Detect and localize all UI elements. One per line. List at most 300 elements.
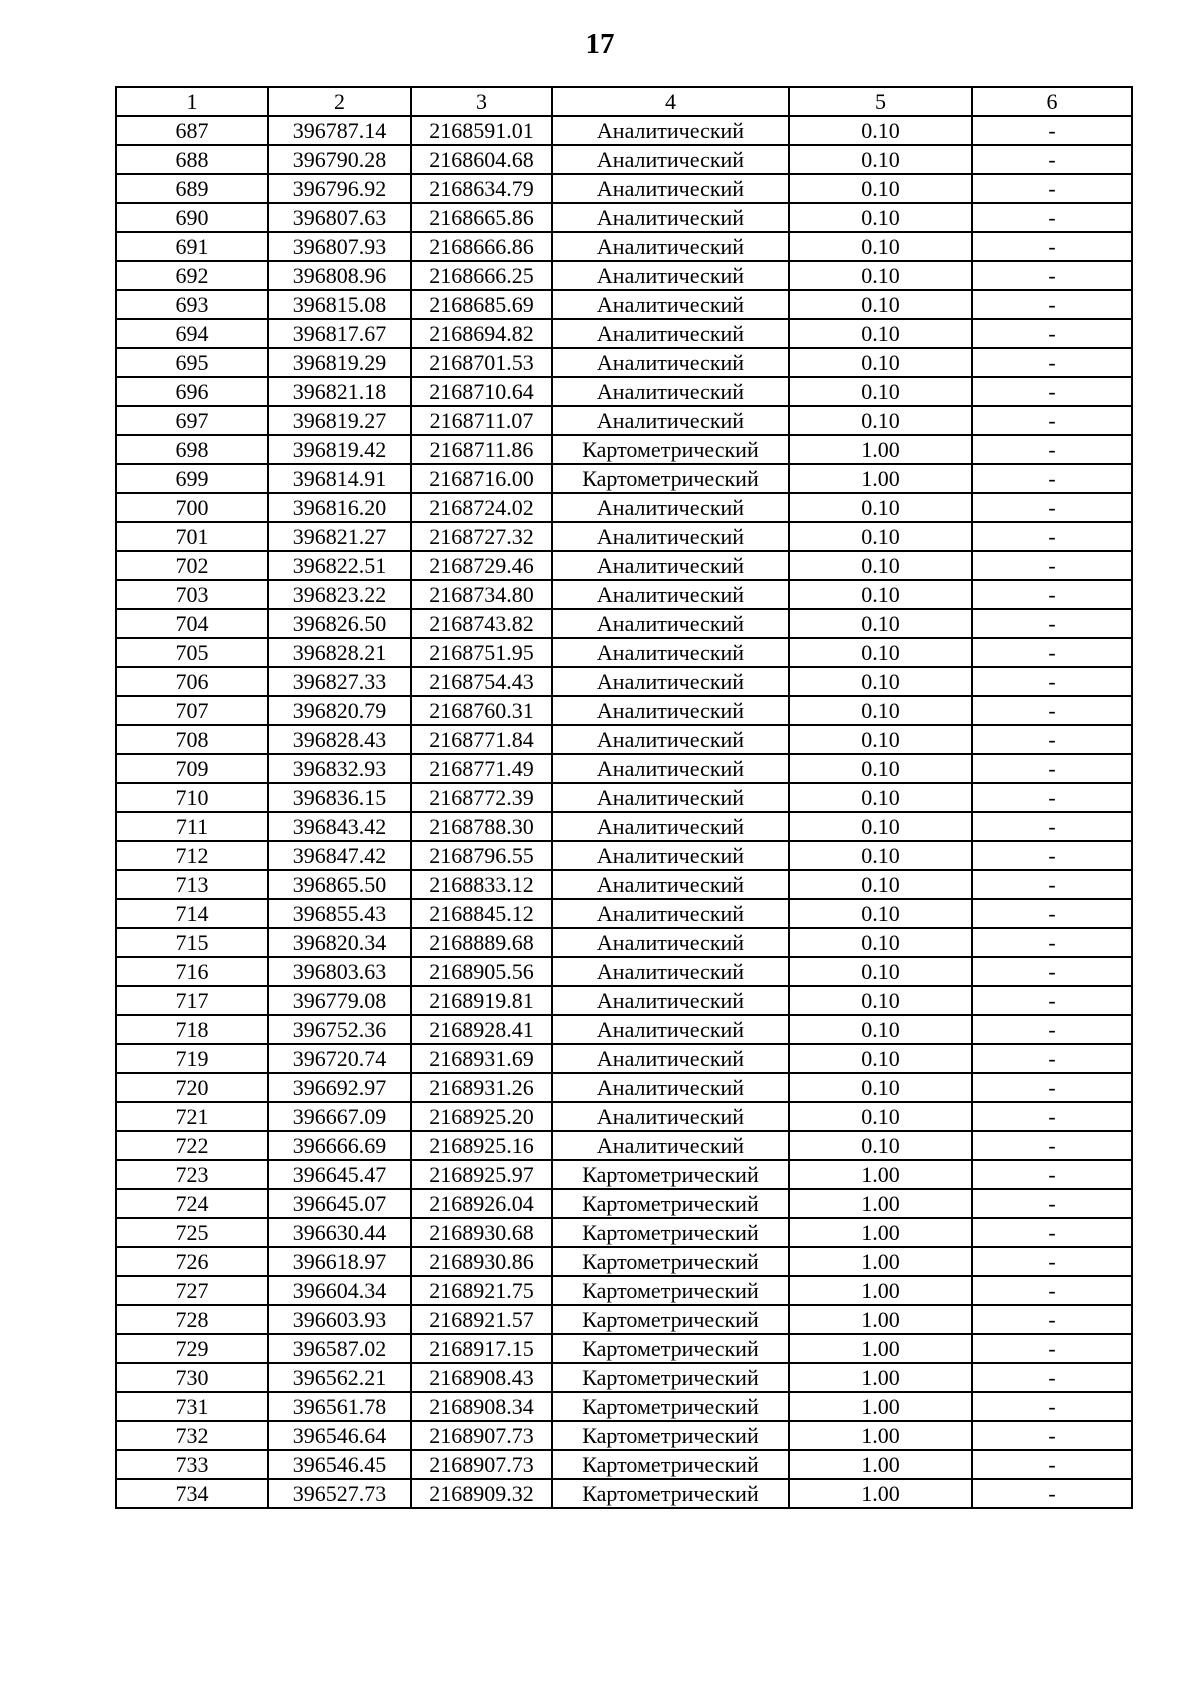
accuracy-cell: 0.10 bbox=[789, 493, 972, 522]
table-row bbox=[116, 348, 1132, 377]
table-row bbox=[116, 957, 1132, 986]
method-cell: Аналитический bbox=[552, 1102, 789, 1131]
method-cell: Аналитический bbox=[552, 725, 789, 754]
table-row bbox=[116, 638, 1132, 667]
x-coordinate-cell: 396865.50 bbox=[268, 870, 411, 899]
method-cell: Аналитический bbox=[552, 638, 789, 667]
table-row bbox=[116, 1073, 1132, 1102]
point-number-cell: 698 bbox=[116, 435, 268, 464]
method-cell: Картометрический bbox=[552, 1189, 789, 1218]
header-col-2: 2 bbox=[268, 87, 411, 116]
accuracy-cell: 1.00 bbox=[789, 1392, 972, 1421]
y-coordinate-cell: 2168771.49 bbox=[411, 754, 552, 783]
method-cell: Аналитический bbox=[552, 203, 789, 232]
y-coordinate-cell: 2168604.68 bbox=[411, 145, 552, 174]
note-cell: - bbox=[972, 754, 1132, 783]
y-coordinate-cell: 2168926.04 bbox=[411, 1189, 552, 1218]
point-number-cell: 719 bbox=[116, 1044, 268, 1073]
y-coordinate-cell: 2168908.34 bbox=[411, 1392, 552, 1421]
y-coordinate-cell: 2168845.12 bbox=[411, 899, 552, 928]
note-cell: - bbox=[972, 1305, 1132, 1334]
method-cell: Аналитический bbox=[552, 580, 789, 609]
y-coordinate-cell: 2168724.02 bbox=[411, 493, 552, 522]
table-row bbox=[116, 783, 1132, 812]
x-coordinate-cell: 396807.93 bbox=[268, 232, 411, 261]
accuracy-cell: 1.00 bbox=[789, 1247, 972, 1276]
accuracy-cell: 0.10 bbox=[789, 290, 972, 319]
accuracy-cell: 0.10 bbox=[789, 203, 972, 232]
note-cell: - bbox=[972, 1160, 1132, 1189]
accuracy-cell: 0.10 bbox=[789, 319, 972, 348]
method-cell: Аналитический bbox=[552, 928, 789, 957]
table-row bbox=[116, 841, 1132, 870]
x-coordinate-cell: 396822.51 bbox=[268, 551, 411, 580]
note-cell: - bbox=[972, 899, 1132, 928]
x-coordinate-cell: 396820.79 bbox=[268, 696, 411, 725]
point-number-cell: 688 bbox=[116, 145, 268, 174]
point-number-cell: 709 bbox=[116, 754, 268, 783]
x-coordinate-cell: 396779.08 bbox=[268, 986, 411, 1015]
point-number-cell: 718 bbox=[116, 1015, 268, 1044]
point-number-cell: 715 bbox=[116, 928, 268, 957]
table-row bbox=[116, 1044, 1132, 1073]
table-row bbox=[116, 1392, 1132, 1421]
header-col-5: 5 bbox=[789, 87, 972, 116]
page-number: 17 bbox=[585, 28, 615, 60]
y-coordinate-cell: 2168905.56 bbox=[411, 957, 552, 986]
note-cell: - bbox=[972, 1450, 1132, 1479]
y-coordinate-cell: 2168921.75 bbox=[411, 1276, 552, 1305]
method-cell: Картометрический bbox=[552, 1421, 789, 1450]
accuracy-cell: 0.10 bbox=[789, 928, 972, 957]
accuracy-cell: 0.10 bbox=[789, 406, 972, 435]
method-cell: Аналитический bbox=[552, 174, 789, 203]
accuracy-cell: 0.10 bbox=[789, 232, 972, 261]
table-row bbox=[116, 1479, 1132, 1508]
y-coordinate-cell: 2168925.20 bbox=[411, 1102, 552, 1131]
method-cell: Аналитический bbox=[552, 232, 789, 261]
note-cell: - bbox=[972, 348, 1132, 377]
accuracy-cell: 0.10 bbox=[789, 812, 972, 841]
table-row bbox=[116, 261, 1132, 290]
method-cell: Картометрический bbox=[552, 1450, 789, 1479]
x-coordinate-cell: 396587.02 bbox=[268, 1334, 411, 1363]
accuracy-cell: 0.10 bbox=[789, 377, 972, 406]
point-number-cell: 708 bbox=[116, 725, 268, 754]
accuracy-cell: 0.10 bbox=[789, 638, 972, 667]
x-coordinate-cell: 396808.96 bbox=[268, 261, 411, 290]
y-coordinate-cell: 2168701.53 bbox=[411, 348, 552, 377]
x-coordinate-cell: 396855.43 bbox=[268, 899, 411, 928]
accuracy-cell: 1.00 bbox=[789, 1276, 972, 1305]
point-number-cell: 689 bbox=[116, 174, 268, 203]
table-row bbox=[116, 580, 1132, 609]
method-cell: Аналитический bbox=[552, 377, 789, 406]
point-number-cell: 711 bbox=[116, 812, 268, 841]
y-coordinate-cell: 2168734.80 bbox=[411, 580, 552, 609]
note-cell: - bbox=[972, 1247, 1132, 1276]
note-cell: - bbox=[972, 145, 1132, 174]
point-number-cell: 696 bbox=[116, 377, 268, 406]
method-cell: Аналитический bbox=[552, 1015, 789, 1044]
y-coordinate-cell: 2168908.43 bbox=[411, 1363, 552, 1392]
x-coordinate-cell: 396827.33 bbox=[268, 667, 411, 696]
x-coordinate-cell: 396645.07 bbox=[268, 1189, 411, 1218]
table-row bbox=[116, 203, 1132, 232]
y-coordinate-cell: 2168666.86 bbox=[411, 232, 552, 261]
table-row bbox=[116, 116, 1132, 145]
point-number-cell: 723 bbox=[116, 1160, 268, 1189]
method-cell: Картометрический bbox=[552, 1218, 789, 1247]
accuracy-cell: 0.10 bbox=[789, 145, 972, 174]
method-cell: Аналитический bbox=[552, 522, 789, 551]
x-coordinate-cell: 396787.14 bbox=[268, 116, 411, 145]
method-cell: Аналитический bbox=[552, 783, 789, 812]
header-col-4: 4 bbox=[552, 87, 789, 116]
accuracy-cell: 0.10 bbox=[789, 1073, 972, 1102]
y-coordinate-cell: 2168754.43 bbox=[411, 667, 552, 696]
point-number-cell: 699 bbox=[116, 464, 268, 493]
table-row bbox=[116, 1363, 1132, 1392]
y-coordinate-cell: 2168921.57 bbox=[411, 1305, 552, 1334]
note-cell: - bbox=[972, 638, 1132, 667]
y-coordinate-cell: 2168743.82 bbox=[411, 609, 552, 638]
x-coordinate-cell: 396817.67 bbox=[268, 319, 411, 348]
x-coordinate-cell: 396618.97 bbox=[268, 1247, 411, 1276]
table-row bbox=[116, 986, 1132, 1015]
point-number-cell: 720 bbox=[116, 1073, 268, 1102]
method-cell: Аналитический bbox=[552, 1044, 789, 1073]
method-cell: Картометрический bbox=[552, 464, 789, 493]
table-row bbox=[116, 1450, 1132, 1479]
table-row bbox=[116, 290, 1132, 319]
x-coordinate-cell: 396821.27 bbox=[268, 522, 411, 551]
point-number-cell: 726 bbox=[116, 1247, 268, 1276]
method-cell: Аналитический bbox=[552, 145, 789, 174]
note-cell: - bbox=[972, 667, 1132, 696]
note-cell: - bbox=[972, 609, 1132, 638]
method-cell: Картометрический bbox=[552, 435, 789, 464]
note-cell: - bbox=[972, 1218, 1132, 1247]
accuracy-cell: 1.00 bbox=[789, 1189, 972, 1218]
note-cell: - bbox=[972, 1189, 1132, 1218]
accuracy-cell: 0.10 bbox=[789, 754, 972, 783]
accuracy-cell: 0.10 bbox=[789, 783, 972, 812]
point-number-cell: 693 bbox=[116, 290, 268, 319]
method-cell: Картометрический bbox=[552, 1160, 789, 1189]
method-cell: Аналитический bbox=[552, 609, 789, 638]
method-cell: Аналитический bbox=[552, 1131, 789, 1160]
method-cell: Аналитический bbox=[552, 899, 789, 928]
note-cell: - bbox=[972, 377, 1132, 406]
method-cell: Картометрический bbox=[552, 1479, 789, 1508]
x-coordinate-cell: 396790.28 bbox=[268, 145, 411, 174]
table-row bbox=[116, 1247, 1132, 1276]
y-coordinate-cell: 2168751.95 bbox=[411, 638, 552, 667]
x-coordinate-cell: 396843.42 bbox=[268, 812, 411, 841]
x-coordinate-cell: 396667.09 bbox=[268, 1102, 411, 1131]
point-number-cell: 702 bbox=[116, 551, 268, 580]
point-number-cell: 722 bbox=[116, 1131, 268, 1160]
x-coordinate-cell: 396819.42 bbox=[268, 435, 411, 464]
point-number-cell: 721 bbox=[116, 1102, 268, 1131]
x-coordinate-cell: 396603.93 bbox=[268, 1305, 411, 1334]
x-coordinate-cell: 396692.97 bbox=[268, 1073, 411, 1102]
accuracy-cell: 0.10 bbox=[789, 986, 972, 1015]
x-coordinate-cell: 396828.43 bbox=[268, 725, 411, 754]
accuracy-cell: 0.10 bbox=[789, 261, 972, 290]
method-cell: Картометрический bbox=[552, 1363, 789, 1392]
note-cell: - bbox=[972, 957, 1132, 986]
method-cell: Аналитический bbox=[552, 812, 789, 841]
point-number-cell: 729 bbox=[116, 1334, 268, 1363]
accuracy-cell: 0.10 bbox=[789, 1131, 972, 1160]
point-number-cell: 733 bbox=[116, 1450, 268, 1479]
method-cell: Аналитический bbox=[552, 841, 789, 870]
note-cell: - bbox=[972, 522, 1132, 551]
method-cell: Картометрический bbox=[552, 1247, 789, 1276]
point-number-cell: 728 bbox=[116, 1305, 268, 1334]
accuracy-cell: 1.00 bbox=[789, 1450, 972, 1479]
table-row bbox=[116, 406, 1132, 435]
note-cell: - bbox=[972, 1073, 1132, 1102]
accuracy-cell: 1.00 bbox=[789, 1421, 972, 1450]
table-row bbox=[116, 1160, 1132, 1189]
accuracy-cell: 0.10 bbox=[789, 348, 972, 377]
point-number-cell: 691 bbox=[116, 232, 268, 261]
accuracy-cell: 0.10 bbox=[789, 899, 972, 928]
table-row bbox=[116, 174, 1132, 203]
method-cell: Аналитический bbox=[552, 406, 789, 435]
note-cell: - bbox=[972, 1276, 1132, 1305]
point-number-cell: 725 bbox=[116, 1218, 268, 1247]
note-cell: - bbox=[972, 696, 1132, 725]
y-coordinate-cell: 2168591.01 bbox=[411, 116, 552, 145]
table-row bbox=[116, 754, 1132, 783]
x-coordinate-cell: 396819.29 bbox=[268, 348, 411, 377]
note-cell: - bbox=[972, 1392, 1132, 1421]
y-coordinate-cell: 2168685.69 bbox=[411, 290, 552, 319]
table-row bbox=[116, 928, 1132, 957]
x-coordinate-cell: 396815.08 bbox=[268, 290, 411, 319]
accuracy-cell: 1.00 bbox=[789, 1305, 972, 1334]
x-coordinate-cell: 396819.27 bbox=[268, 406, 411, 435]
accuracy-cell: 0.10 bbox=[789, 580, 972, 609]
point-number-cell: 727 bbox=[116, 1276, 268, 1305]
x-coordinate-cell: 396720.74 bbox=[268, 1044, 411, 1073]
note-cell: - bbox=[972, 1479, 1132, 1508]
point-number-cell: 687 bbox=[116, 116, 268, 145]
method-cell: Аналитический bbox=[552, 754, 789, 783]
note-cell: - bbox=[972, 203, 1132, 232]
accuracy-cell: 0.10 bbox=[789, 522, 972, 551]
method-cell: Картометрический bbox=[552, 1305, 789, 1334]
accuracy-cell: 0.10 bbox=[789, 870, 972, 899]
x-coordinate-cell: 396814.91 bbox=[268, 464, 411, 493]
y-coordinate-cell: 2168928.41 bbox=[411, 1015, 552, 1044]
coordinates-table bbox=[115, 86, 1133, 1509]
table-row bbox=[116, 1276, 1132, 1305]
note-cell: - bbox=[972, 232, 1132, 261]
x-coordinate-cell: 396752.36 bbox=[268, 1015, 411, 1044]
x-coordinate-cell: 396527.73 bbox=[268, 1479, 411, 1508]
table-row bbox=[116, 1218, 1132, 1247]
y-coordinate-cell: 2168931.69 bbox=[411, 1044, 552, 1073]
note-cell: - bbox=[972, 261, 1132, 290]
note-cell: - bbox=[972, 928, 1132, 957]
y-coordinate-cell: 2168796.55 bbox=[411, 841, 552, 870]
table-row bbox=[116, 696, 1132, 725]
header-col-3: 3 bbox=[411, 87, 552, 116]
header-col-6: 6 bbox=[972, 87, 1132, 116]
y-coordinate-cell: 2168771.84 bbox=[411, 725, 552, 754]
point-number-cell: 697 bbox=[116, 406, 268, 435]
table-row bbox=[116, 1015, 1132, 1044]
point-number-cell: 734 bbox=[116, 1479, 268, 1508]
point-number-cell: 700 bbox=[116, 493, 268, 522]
table-row bbox=[116, 1421, 1132, 1450]
method-cell: Аналитический bbox=[552, 696, 789, 725]
accuracy-cell: 1.00 bbox=[789, 1363, 972, 1392]
accuracy-cell: 0.10 bbox=[789, 841, 972, 870]
y-coordinate-cell: 2168907.73 bbox=[411, 1421, 552, 1450]
x-coordinate-cell: 396828.21 bbox=[268, 638, 411, 667]
table-row bbox=[116, 377, 1132, 406]
point-number-cell: 716 bbox=[116, 957, 268, 986]
accuracy-cell: 0.10 bbox=[789, 174, 972, 203]
accuracy-cell: 1.00 bbox=[789, 1218, 972, 1247]
note-cell: - bbox=[972, 725, 1132, 754]
x-coordinate-cell: 396666.69 bbox=[268, 1131, 411, 1160]
note-cell: - bbox=[972, 870, 1132, 899]
x-coordinate-cell: 396645.47 bbox=[268, 1160, 411, 1189]
method-cell: Аналитический bbox=[552, 493, 789, 522]
method-cell: Аналитический bbox=[552, 319, 789, 348]
x-coordinate-cell: 396796.92 bbox=[268, 174, 411, 203]
point-number-cell: 714 bbox=[116, 899, 268, 928]
note-cell: - bbox=[972, 783, 1132, 812]
x-coordinate-cell: 396832.93 bbox=[268, 754, 411, 783]
table-row bbox=[116, 812, 1132, 841]
table-row bbox=[116, 551, 1132, 580]
accuracy-cell: 1.00 bbox=[789, 1479, 972, 1508]
method-cell: Картометрический bbox=[552, 1334, 789, 1363]
x-coordinate-cell: 396546.45 bbox=[268, 1450, 411, 1479]
x-coordinate-cell: 396630.44 bbox=[268, 1218, 411, 1247]
accuracy-cell: 1.00 bbox=[789, 1334, 972, 1363]
table-row bbox=[116, 725, 1132, 754]
point-number-cell: 724 bbox=[116, 1189, 268, 1218]
point-number-cell: 712 bbox=[116, 841, 268, 870]
y-coordinate-cell: 2168889.68 bbox=[411, 928, 552, 957]
note-cell: - bbox=[972, 841, 1132, 870]
y-coordinate-cell: 2168727.32 bbox=[411, 522, 552, 551]
y-coordinate-cell: 2168760.31 bbox=[411, 696, 552, 725]
table-row bbox=[116, 1334, 1132, 1363]
x-coordinate-cell: 396807.63 bbox=[268, 203, 411, 232]
table-row bbox=[116, 522, 1132, 551]
point-number-cell: 692 bbox=[116, 261, 268, 290]
y-coordinate-cell: 2168711.07 bbox=[411, 406, 552, 435]
table-row bbox=[116, 319, 1132, 348]
note-cell: - bbox=[972, 812, 1132, 841]
header-col-1: 1 bbox=[116, 87, 268, 116]
note-cell: - bbox=[972, 551, 1132, 580]
note-cell: - bbox=[972, 1334, 1132, 1363]
method-cell: Аналитический bbox=[552, 290, 789, 319]
x-coordinate-cell: 396561.78 bbox=[268, 1392, 411, 1421]
accuracy-cell: 0.10 bbox=[789, 1044, 972, 1073]
point-number-cell: 713 bbox=[116, 870, 268, 899]
point-number-cell: 731 bbox=[116, 1392, 268, 1421]
y-coordinate-cell: 2168917.15 bbox=[411, 1334, 552, 1363]
y-coordinate-cell: 2168909.32 bbox=[411, 1479, 552, 1508]
method-cell: Аналитический bbox=[552, 986, 789, 1015]
y-coordinate-cell: 2168925.97 bbox=[411, 1160, 552, 1189]
y-coordinate-cell: 2168925.16 bbox=[411, 1131, 552, 1160]
x-coordinate-cell: 396847.42 bbox=[268, 841, 411, 870]
note-cell: - bbox=[972, 290, 1132, 319]
point-number-cell: 694 bbox=[116, 319, 268, 348]
point-number-cell: 717 bbox=[116, 986, 268, 1015]
accuracy-cell: 0.10 bbox=[789, 116, 972, 145]
y-coordinate-cell: 2168729.46 bbox=[411, 551, 552, 580]
method-cell: Аналитический bbox=[552, 957, 789, 986]
x-coordinate-cell: 396823.22 bbox=[268, 580, 411, 609]
y-coordinate-cell: 2168931.26 bbox=[411, 1073, 552, 1102]
point-number-cell: 706 bbox=[116, 667, 268, 696]
table-row bbox=[116, 667, 1132, 696]
table-header-row bbox=[116, 87, 1132, 116]
accuracy-cell: 0.10 bbox=[789, 667, 972, 696]
point-number-cell: 704 bbox=[116, 609, 268, 638]
note-cell: - bbox=[972, 1131, 1132, 1160]
x-coordinate-cell: 396546.64 bbox=[268, 1421, 411, 1450]
point-number-cell: 695 bbox=[116, 348, 268, 377]
accuracy-cell: 1.00 bbox=[789, 464, 972, 493]
method-cell: Картометрический bbox=[552, 1392, 789, 1421]
point-number-cell: 703 bbox=[116, 580, 268, 609]
note-cell: - bbox=[972, 493, 1132, 522]
accuracy-cell: 0.10 bbox=[789, 725, 972, 754]
point-number-cell: 701 bbox=[116, 522, 268, 551]
point-number-cell: 730 bbox=[116, 1363, 268, 1392]
y-coordinate-cell: 2168788.30 bbox=[411, 812, 552, 841]
accuracy-cell: 0.10 bbox=[789, 1102, 972, 1131]
method-cell: Аналитический bbox=[552, 1073, 789, 1102]
table-row bbox=[116, 145, 1132, 174]
table-row bbox=[116, 493, 1132, 522]
point-number-cell: 710 bbox=[116, 783, 268, 812]
x-coordinate-cell: 396816.20 bbox=[268, 493, 411, 522]
y-coordinate-cell: 2168710.64 bbox=[411, 377, 552, 406]
note-cell: - bbox=[972, 1044, 1132, 1073]
method-cell: Аналитический bbox=[552, 116, 789, 145]
method-cell: Аналитический bbox=[552, 551, 789, 580]
x-coordinate-cell: 396820.34 bbox=[268, 928, 411, 957]
x-coordinate-cell: 396836.15 bbox=[268, 783, 411, 812]
table-row bbox=[116, 899, 1132, 928]
y-coordinate-cell: 2168716.00 bbox=[411, 464, 552, 493]
y-coordinate-cell: 2168930.68 bbox=[411, 1218, 552, 1247]
table-body bbox=[116, 116, 1132, 1508]
y-coordinate-cell: 2168772.39 bbox=[411, 783, 552, 812]
table-row bbox=[116, 1305, 1132, 1334]
note-cell: - bbox=[972, 580, 1132, 609]
y-coordinate-cell: 2168666.25 bbox=[411, 261, 552, 290]
point-number-cell: 705 bbox=[116, 638, 268, 667]
y-coordinate-cell: 2168694.82 bbox=[411, 319, 552, 348]
